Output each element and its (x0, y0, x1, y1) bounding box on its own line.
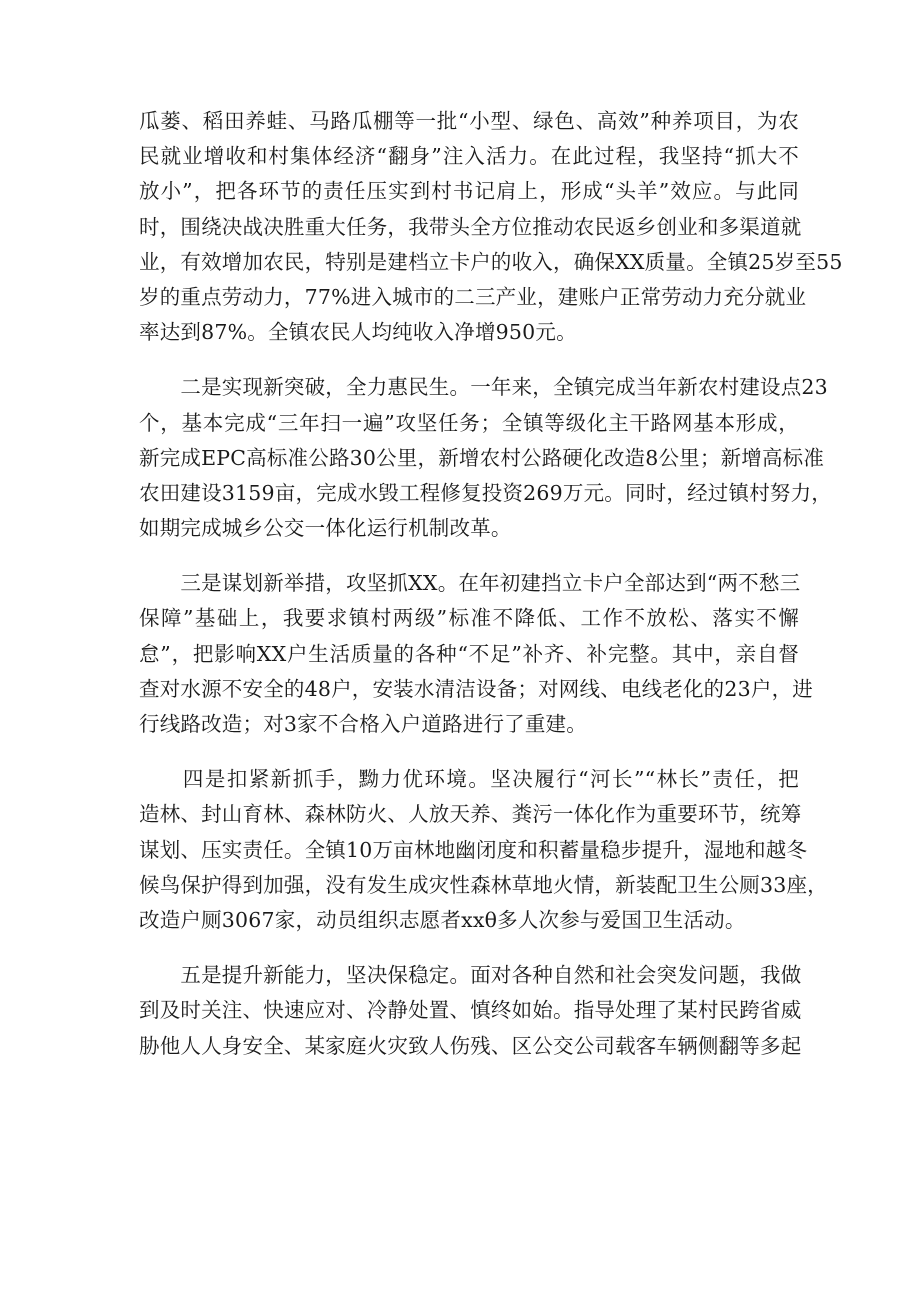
text-line: 瓜蒌、稻田养蛙、马路瓜棚等一批“小型、绿色、高效”种养项目，为农 (139, 109, 799, 133)
document-body (139, 104, 843, 1064)
paragraph-point-five (139, 958, 802, 1064)
text-line: 造林、封山育林、森林防火、人放天养、粪污一体化作为重要环节，统筹 (139, 802, 802, 827)
text-line: 行线路改造；对3家不合格入户道路进行了重建。 (139, 712, 587, 736)
text-line: 怠”，把影响XX户生活质量的各种“不足”补齐、补完整。其中，亲自督 (139, 641, 799, 666)
text-line: 民就业增收和村集体经济“翻身”注入活力。在此过程，我坚持“抓大不 (139, 144, 799, 169)
text-line: 二是实现新突破，全力惠民生。一年来，全镇完成当年新农村建设点23 (139, 375, 828, 400)
paragraph-point-three (139, 566, 813, 742)
text-line: 业，有效增加农民，特别是建档立卡户的收入，确保XX质量。全镇25岁至55 (139, 249, 843, 274)
text-line: 个，基本完成“三年扫一遍”攻坚任务；全镇等级化主干路网基本形成， (139, 410, 799, 435)
text-line: 保障”基础上，我要求镇村两级”标准不降低、工作不放松、落实不懈 (139, 606, 799, 631)
paragraph-point-four (139, 762, 828, 938)
text-line: 如期完成城乡公交一体化运行机制改革。 (139, 516, 512, 541)
text-line: 三是谋划新举措，攻坚抓XX。在年初建挡立卡户全部达到“两不愁三 (139, 571, 801, 596)
text-line: 查对水源不安全的48户，安装水清洁设备；对网线、电线老化的23户，进 (139, 676, 813, 701)
text-line: 候鸟保护得到加强，没有发生成灾性森林草地火情，新装配卫生公厕33座， (139, 872, 828, 897)
text-line: 胁他人人身安全、某家庭火灾致人伤残、区公交公司载客车辆侧翻等多起 (139, 1033, 802, 1058)
text-line: 新完成EPC高标准公路30公里，新增农村公路硬化改造8公里；新增高标准 (139, 445, 825, 470)
text-line: 谋划、压实责任。全镇10万亩林地幽闭度和积蓄量稳步提升，湿地和越冬 (139, 837, 808, 862)
text-line: 岁的重点劳动力，77%进入城市的二三产业，建账户正常劳动力充分就业 (139, 284, 807, 309)
text-line: 到及时关注、快速应对、冷静处置、慎终如始。指导处理了某村民跨省威 (139, 998, 802, 1023)
paragraph-point-two (139, 370, 832, 546)
text-line: 五是提升新能力，坚决保稳定。面对各种自然和社会突发问题，我做 (139, 963, 802, 988)
text-line: 农田建设3159亩，完成水毁工程修复投资269万元。同时，经过镇村努力， (139, 480, 832, 505)
text-line: 四是扣紧新抓手，黝力优环境。坚决履行“河长”“林长”责任，把 (139, 767, 799, 792)
text-line: 时，围绕决战决胜重大任务，我带头全方位推动农民返乡创业和多渠道就 (139, 214, 802, 239)
text-line: 率达到87%。全镇农民人均纯收入净增950元。 (139, 320, 577, 345)
text-line: 改造户厕3067家，动员组织志愿者xxθ多人次参与爱国卫生活动。 (139, 907, 746, 932)
paragraph-intro-continued (139, 104, 843, 350)
text-line: 放小”，把各环节的责任压实到村书记肩上，形成“头羊”效应。与此同 (139, 179, 799, 204)
